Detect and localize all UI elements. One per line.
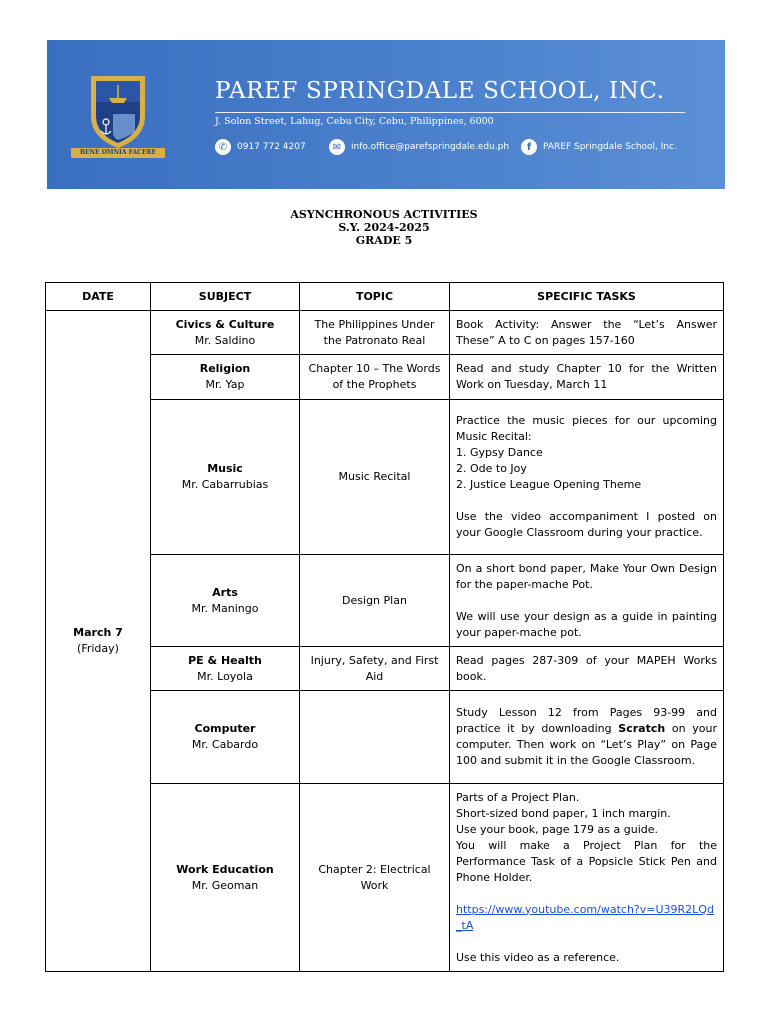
- phone-icon: ✆: [215, 139, 231, 155]
- task-text: On a short bond paper, Make Your Own Design for the paper-mache Pot.: [456, 561, 717, 591]
- spacer: [456, 886, 717, 902]
- header-tasks: SPECIFIC TASKS: [450, 283, 724, 311]
- subject-cell: [151, 355, 300, 400]
- teacher-name: Mr. Saldino: [194, 333, 256, 347]
- task-line: Short-sized bond paper, 1 inch margin.: [456, 806, 671, 820]
- phone-number: 0917 772 4207: [237, 142, 306, 152]
- task-text: You will make a Project Plan for the Performance Task of a Popsicle Stick Pen and Phone Holder.: [456, 838, 717, 884]
- topic-cell: Music Recital: [300, 400, 450, 555]
- task-text: [456, 705, 717, 769]
- facebook-contact[interactable]: [521, 138, 677, 156]
- spacer: [456, 493, 717, 509]
- task-text: Practice the music pieces for our upcoming Music Recital:: [456, 414, 717, 443]
- school-header-banner: [47, 40, 725, 189]
- list-item: 2. Ode to Joy: [456, 462, 527, 475]
- subject-cell: [151, 784, 300, 972]
- school-address: J. Solon Street, Lahug, Cebu City, Cebu, Philippines, 6000: [215, 116, 494, 127]
- date-cell: [46, 311, 151, 972]
- subject-cell: [151, 311, 300, 355]
- task-keyword: Scratch: [618, 722, 666, 735]
- school-crest-icon: [69, 72, 167, 160]
- table-row: [46, 311, 724, 355]
- teacher-name: Mr. Cabardo: [191, 738, 259, 751]
- topic-cell: Chapter 10 – The Words of the Prophets: [300, 355, 450, 400]
- header-date: DATE: [46, 283, 151, 311]
- youtube-link[interactable]: https://www.youtube.com/watch?v=U39R2LQd_tA: [456, 902, 714, 932]
- date-day: March 7: [73, 626, 123, 639]
- email-contact[interactable]: [329, 138, 509, 156]
- subject-name: PE & Health: [188, 653, 262, 667]
- topic-cell: The Philippines Under the Patronato Real: [300, 311, 450, 355]
- date-weekday: (Friday): [77, 642, 119, 655]
- facebook-icon: f: [521, 139, 537, 155]
- school-motto: BENE OMNIA FACERE: [79, 149, 157, 156]
- task-text: Use the video accompaniment I posted on your Google Classroom during your practice.: [456, 510, 717, 539]
- spacer: [456, 593, 717, 609]
- task-line: Use your book, page 179 as a guide.: [456, 822, 659, 836]
- task-text: Book Activity: Answer the “Let’s Answer These” A to C on pages 157-160: [456, 317, 717, 347]
- tasks-cell: [450, 400, 724, 555]
- header-subject: SUBJECT: [151, 283, 300, 311]
- task-line: Parts of a Project Plan.: [456, 790, 580, 804]
- list-item: 1. Gypsy Dance: [456, 446, 543, 459]
- activities-table: [45, 282, 724, 972]
- topic-cell: Design Plan: [300, 555, 450, 647]
- tasks-cell: [450, 647, 724, 691]
- subject-name: Religion: [199, 362, 251, 375]
- document-title: ASYNCHRONOUS ACTIVITIES: [290, 208, 478, 221]
- facebook-name[interactable]: PAREF Springdale School, Inc.: [543, 142, 677, 152]
- subject-cell: [151, 555, 300, 647]
- task-line: Use this video as a reference.: [456, 950, 620, 964]
- topic-cell: Injury, Safety, and First Aid: [300, 647, 450, 691]
- subject-name: Civics & Culture: [175, 317, 275, 331]
- task-text: Read pages 287-309 of your MAPEH Works book.: [456, 653, 717, 683]
- task-text: We will use your design as a guide in painting your paper-mache pot.: [456, 609, 717, 639]
- tasks-cell: [450, 691, 724, 784]
- spacer: [456, 934, 717, 950]
- teacher-name: Mr. Maningo: [191, 601, 259, 615]
- header-divider: [215, 112, 685, 113]
- subject-cell: [151, 400, 300, 555]
- tasks-cell: [450, 784, 724, 972]
- teacher-name: Mr. Yap: [205, 378, 245, 391]
- topic-cell: [300, 691, 450, 784]
- task-text-start: Study Lesson 12 from Pages 93-99 and practice it by downloading: [456, 706, 717, 735]
- task-text-end: on your computer. Then work on “Let’s Play” on Page 100 and submit it in the Google Classroom.: [456, 722, 717, 767]
- task-text: Read and study Chapter 10 for the Written Work on Tuesday, March 11: [456, 362, 717, 391]
- subject-cell: [151, 647, 300, 691]
- email-address[interactable]: info.office@parefspringdale.edu.ph: [351, 142, 510, 152]
- subject-cell: [151, 691, 300, 784]
- tasks-cell: [450, 555, 724, 647]
- subject-name: Music: [207, 462, 243, 475]
- subject-name: Computer: [194, 722, 256, 735]
- teacher-name: Mr. Loyola: [197, 669, 253, 683]
- table-header-row: [46, 283, 724, 311]
- tasks-cell: [450, 311, 724, 355]
- email-icon: ✉: [329, 139, 345, 155]
- teacher-name: Mr. Geoman: [191, 878, 259, 892]
- phone-contact: [215, 138, 306, 156]
- subject-name: Arts: [212, 585, 238, 599]
- grade-level: GRADE 5: [355, 234, 413, 247]
- school-name: PAREF SPRINGDALE SCHOOL, INC.: [215, 78, 665, 104]
- teacher-name: Mr. Cabarrubias: [181, 478, 269, 491]
- header-topic: TOPIC: [300, 283, 450, 311]
- list-item: 2. Justice League Opening Theme: [456, 478, 642, 491]
- school-year: S.Y. 2024-2025: [338, 221, 430, 234]
- tasks-cell: [450, 355, 724, 400]
- subject-name: Work Education: [176, 862, 274, 876]
- topic-cell: Chapter 2: Electrical Work: [300, 784, 450, 972]
